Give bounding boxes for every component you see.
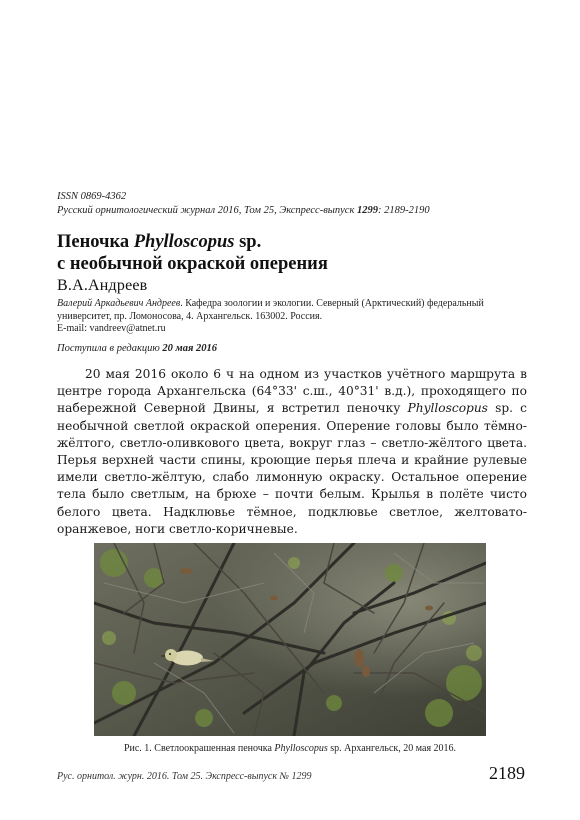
- affiliation: Валерий Аркадьевич Андреев. Кафедра зоологии и экологии. Северный (Арктический) федеральный университет, пр. Ломоносова, 4. Архангельск. 163002. Россия. E-mail: vandreev@atnet.ru: [57, 298, 527, 336]
- body-paragraph: 20 мая 2016 около 6 ч на одном из участков учётного маршрута в центре города Архангельска (64°33' с.ш., 40°31' в.д.), проходящего по набережной Северной Двины, я встретил пеночку Phylloscopus sp. с необычной светлой окраской оперения. Оперение головы было тёмно-жёлтого, светло-оливкового цвета, вокруг глаз – светло-жёлтого цвета. Перья верхней части спины, кроющие перья плеча и крайние рулевые имели светло-жёлтую, слабо лимонную окраску. Остальное оперение тела было светлым, на брюхе – почти белым. Крылья в полёте чисто белого цвета. Надклювье тёмное, подклювье светлое, желтовато-оранжевое, ноги светло-коричневые.: [57, 367, 527, 536]
- figure-caption: Рис. 1. Светлоокрашенная пеночка Phylloscopus sp. Архангельск, 20 мая 2016.: [123, 743, 457, 754]
- article-title: Пеночка Phylloscopus sp. с необычной окраской оперения: [57, 232, 328, 274]
- journal-citation: [57, 204, 527, 218]
- page-number: 2189: [489, 763, 525, 783]
- article-body: [57, 366, 527, 538]
- issn: ISSN 0869-4362: [57, 191, 127, 202]
- title-genus: Phylloscopus: [133, 232, 235, 252]
- caption-genus: Phylloscopus: [274, 743, 328, 754]
- footer-citation: Рус. орнитол. журн. 2016. Том 25. Экспресс-выпуск № 1299: [57, 771, 312, 782]
- issue-number: 1299: [357, 204, 378, 216]
- received-date: Поступила в редакцию 20 мая 2016: [57, 343, 217, 354]
- journal-name: Русский орнитологический журнал 2016, Том 25, Экспресс-выпуск: [57, 204, 357, 216]
- author: В.А.Андреев: [57, 277, 148, 294]
- bird-photo: [94, 543, 486, 736]
- author-full-name: Валерий Аркадьевич Андреев: [57, 298, 181, 309]
- body-genus: Phylloscopus: [407, 401, 488, 416]
- journal-header: [57, 190, 527, 217]
- author-email: E-mail: vandreev@atnet.ru: [57, 323, 166, 334]
- page-range: : 2189-2190: [378, 204, 430, 216]
